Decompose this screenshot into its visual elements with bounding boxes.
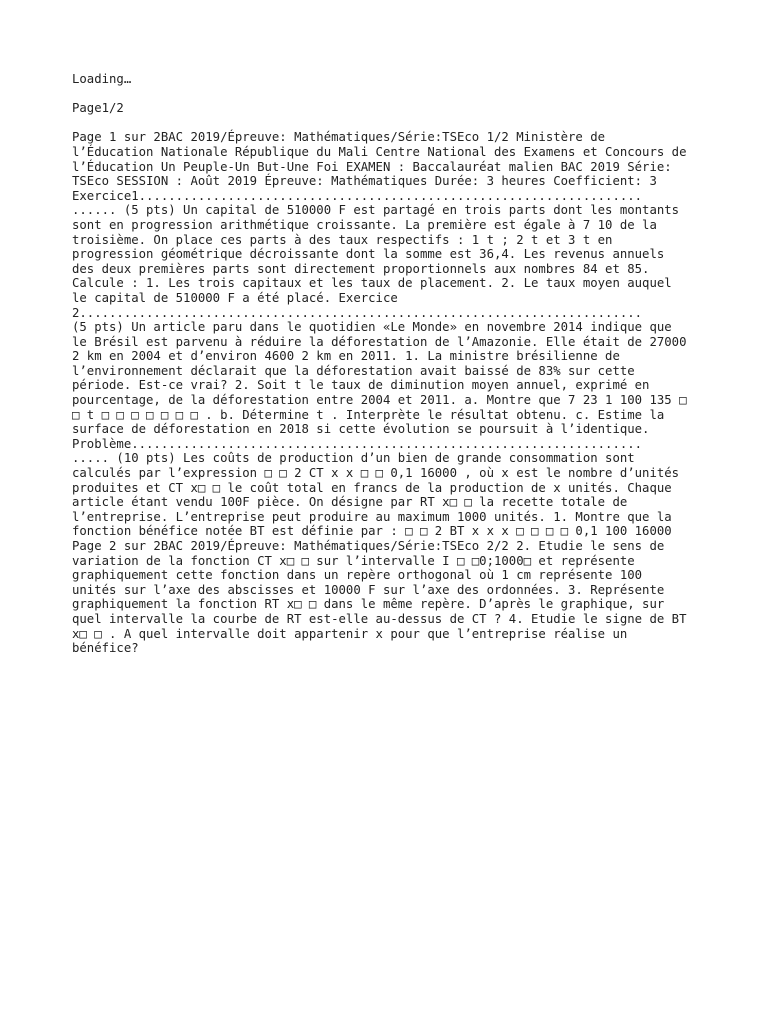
- document-line: Exercice1....................................................................: [72, 188, 643, 203]
- document-line: progression géométrique décroissante dont la somme est 36,4. Les revenus annuels: [72, 247, 665, 262]
- document-line: ..... (10 pts) Les coûts de production d’un bien de grande consommation sont: [72, 451, 635, 466]
- document-page: [72, 72, 702, 656]
- document-line: Problème.....................................................................: [72, 436, 643, 451]
- document-line: Page 2 sur 2BAC 2019/Épreuve: Mathématiques/Série:TSEco 2/2 2. Etudie le sens de: [72, 539, 665, 553]
- document-line: le capital de 510000 F a été placé. Exercice: [72, 290, 398, 305]
- document-line: l’entreprise. L’entreprise peut produire au maximum 1000 unités. 1. Montre que la: [72, 509, 672, 524]
- document-line: Page 1 sur 2BAC 2019/Épreuve: Mathématiques/Série:TSEco 1/2 Ministère de: [72, 130, 606, 145]
- document-line: produites et CT x□ □ le coût total en francs de la production de x unités. Chaque: [72, 480, 672, 495]
- document-line: x□ □ . A quel intervalle doit appartenir x pour que l’entreprise réalise un: [72, 626, 628, 641]
- document-line: période. Est-ce vrai? 2. Soit t le taux de diminution moyen annuel, exprimé en: [72, 378, 650, 393]
- document-line: (5 pts) Un article paru dans le quotidien «Le Monde» en novembre 2014 indique que: [72, 320, 672, 335]
- document-line: unités sur l’axe des abscisses et 10000 F sur l’axe des ordonnées. 3. Représente: [72, 582, 665, 597]
- document-line: pourcentage, de la déforestation entre 2004 et 2011. a. Montre que 7 23 1 100 135 □: [72, 393, 687, 408]
- document-line: TSEco SESSION : Août 2019 Épreuve: Mathématiques Durée: 3 heures Coefficient: 3: [72, 174, 657, 189]
- document-line: surface de déforestation en 2018 si cette évolution se poursuit à l’identique.: [72, 422, 650, 437]
- page-indicator: Page1/2: [72, 101, 124, 116]
- document-line: variation de la fonction CT x□ □ sur l’intervalle I □ □0;1000□ et représente: [72, 553, 635, 568]
- document-line: l’environnement déclarait que la déforestation avait baissé de 83% sur cette: [72, 363, 635, 378]
- document-line: troisième. On place ces parts à des taux respectifs : 1 t ; 2 t et 3 t en: [72, 232, 613, 247]
- document-line: des deux premières parts sont directement proportionnels aux nombres 84 et 85.: [72, 261, 650, 276]
- document-line: Calcule : 1. Les trois capitaux et les taux de placement. 2. Le taux moyen auquel: [72, 276, 672, 291]
- document-line: ...... (5 pts) Un capital de 510000 F est partagé en trois parts dont les montants: [72, 203, 680, 218]
- document-line: □ t □ □ □ □ □ □ □ . b. Détermine t . Interprète le résultat obtenu. c. Estime la: [72, 407, 665, 422]
- document-body: [72, 130, 702, 655]
- document-line: 2............................................................................: [72, 305, 643, 320]
- loading-text: Loading…: [72, 72, 132, 86]
- document-line: graphiquement cette fonction dans un repère orthogonal où 1 cm représente 100: [72, 568, 643, 583]
- document-line: 2 km en 2004 et d’environ 4600 2 km en 2011. 1. La ministre brésilienne de: [72, 349, 620, 364]
- document-line: le Brésil est parvenu à réduire la déforestation de l’Amazonie. Elle était de 27000: [72, 334, 687, 349]
- document-line: graphiquement la fonction RT x□ □ dans le même repère. D’après le graphique, sur: [72, 597, 665, 612]
- document-line: article étant vendu 100F pièce. On désigne par RT x□ □ la recette totale de: [72, 495, 628, 510]
- document-line: bénéfice?: [72, 641, 139, 656]
- document-line: calculés par l’expression □ □ 2 CT x x □ □ 0,1 16000 , où x est le nombre d’unités: [72, 466, 680, 481]
- document-line: quel intervalle la courbe de RT est-elle au-dessus de CT ? 4. Etudie le signe de BT: [72, 611, 687, 626]
- document-line: l’Éducation Nationale République du Mali Centre National des Examens et Concours de: [72, 144, 687, 159]
- document-line: fonction bénéfice notée BT est définie par : □ □ 2 BT x x x □ □ □ □ 0,1 100 16000: [72, 524, 672, 539]
- document-line: sont en progression arithmétique croissante. La première est égale à 7 10 de la: [72, 217, 657, 232]
- document-line: l’Éducation Un Peuple-Un But-Une Foi EXAMEN : Baccalauréat malien BAC 2019 Série:: [72, 159, 672, 174]
